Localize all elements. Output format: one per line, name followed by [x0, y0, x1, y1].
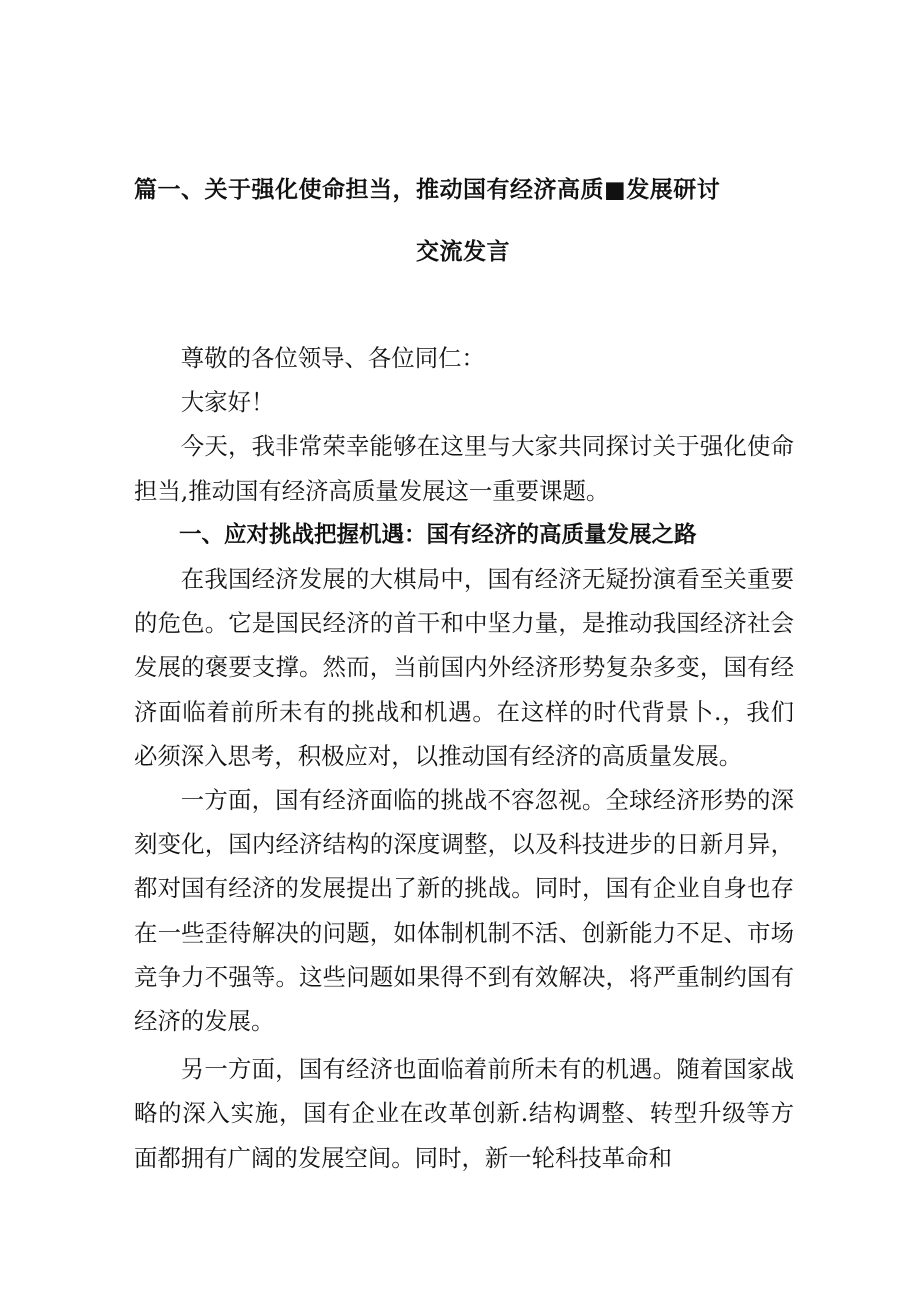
body-paragraph: 在我国经济发展的大棋局中，国有经济无疑扮演看至关重要的危色。它是国民经济的首干和中坚力量，是推动我国经济社会发展的褒要支撑。然而，当前国内外经济形势复杂多变，国有经济面临着前所未有的挑战和机遇。在这样的时代背景卜.，我们必须深入思考，积极应对，以推动国有经济的高质量发展。: [134, 565, 794, 770]
salutation: 尊敬的各位领导、各位同仁：: [180, 344, 485, 372]
greeting: 大家好！: [180, 388, 275, 417]
document-title: 篇一、关于强化使命担当，推动国有经济高质■发展研讨: [134, 177, 721, 203]
intro-paragraph: 今天，我非常荣幸能够在这里与大家共同探讨关于强化使命担当,推动国有经济高质量发展这一重要课题。: [134, 432, 794, 505]
document-body: [134, 336, 794, 1180]
body-paragraph: 一方面，国有经济面临的挑战不容忽视。全球经济形势的深刻变化，国内经济结构的深度调整，以及科技进步的日新月异，都对国有经济的发展提出了新的挑战。同时，国有企业自身也存在一些歪待解决的问题，如体制机制不活、创新能力不足、市场竞争力不强等。这些问题如果得不到有效解决，将严重制约国有经济的发展。: [134, 786, 794, 1036]
body-paragraph: 另一方面，国有经济也面临着前所未有的机遇。随着国家战略的深入实施，国有企业在改革创新.结构调整、转型升级等方面都拥有广阔的发展空间。同时，新一轮科技革命和: [134, 1055, 794, 1172]
section-heading: 一、应对挑战把握机遇：国有经济的高质量发展之路: [179, 521, 697, 548]
document-title-continued: 交流发言: [416, 239, 510, 265]
